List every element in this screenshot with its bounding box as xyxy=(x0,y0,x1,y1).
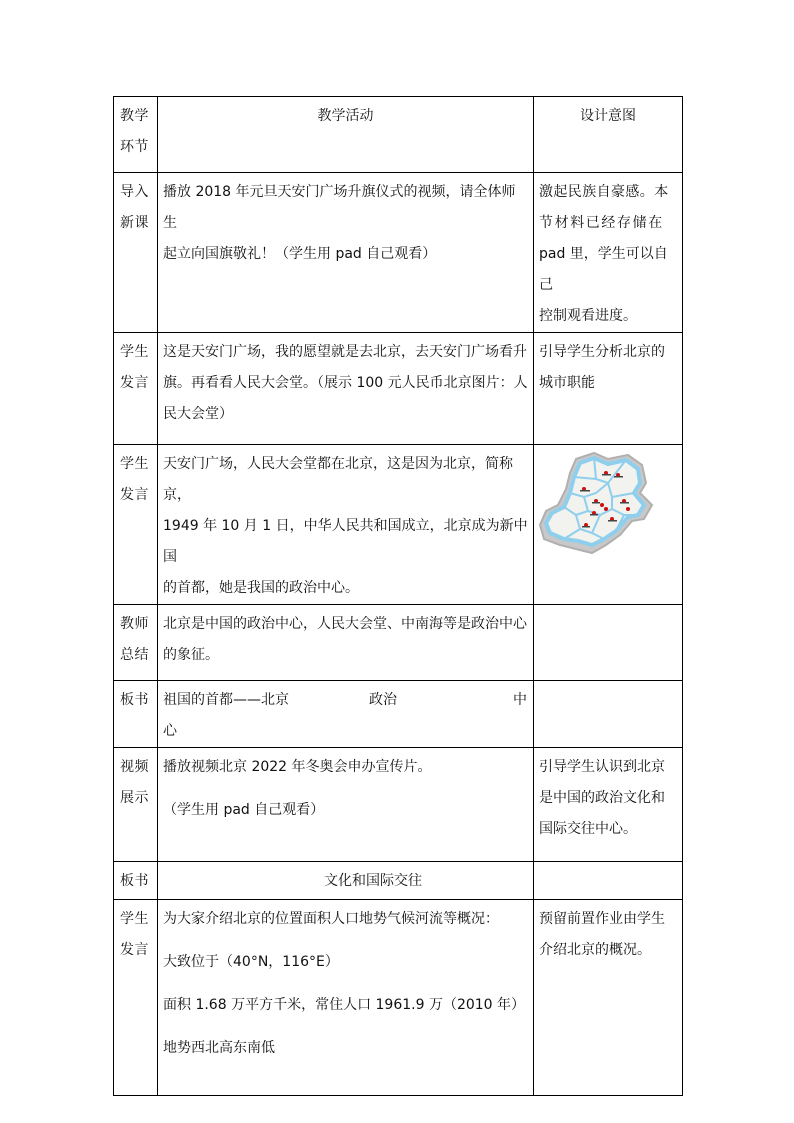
board-text-part3: 中心 xyxy=(163,692,527,739)
lesson-plan-table xyxy=(113,96,683,1096)
table-header-row xyxy=(114,97,683,173)
intent-image-cell xyxy=(534,445,683,605)
table-row xyxy=(114,333,683,445)
header-stage-cell: 教学 环节 xyxy=(114,97,158,173)
table-row xyxy=(114,605,683,681)
stage-cell: 板书 xyxy=(114,681,158,748)
board-cell: 文化和国际交往 xyxy=(158,862,534,900)
header-activity-cell: 教学活动 xyxy=(158,97,534,173)
stage-cell: 导入 新课 xyxy=(114,173,158,333)
activity-cell: 北京是中国的政治中心，人民大会堂、中南海等是政治中心 的象征。 xyxy=(158,605,534,681)
stage-cell: 视频 展示 xyxy=(114,748,158,862)
stage-cell: 教师 总结 xyxy=(114,605,158,681)
board-text-part1: 祖国的首都——北京 xyxy=(163,692,289,708)
table-row xyxy=(114,681,683,748)
table-row xyxy=(114,748,683,862)
intent-cell: 预留前置作业由学生 介绍北京的概况。 xyxy=(534,900,683,1096)
activity-cell: 播放视频北京 2022 年冬奥会申办宣传片。 （学生用 pad 自己观看） xyxy=(158,748,534,862)
stage-cell: 学生 发言 xyxy=(114,900,158,1096)
board-cell xyxy=(158,681,534,748)
beijing-district-map xyxy=(536,449,660,561)
stage-cell: 学生 发言 xyxy=(114,333,158,445)
stage-cell: 板书 xyxy=(114,862,158,900)
intent-cell: 引导学生认识到北京 是中国的政治文化和 国际交往中心。 xyxy=(534,748,683,862)
board-text-part2: 政治 xyxy=(369,692,397,708)
intent-cell: 引导学生分析北京的 城市职能 xyxy=(534,333,683,445)
header-intent-cell: 设计意图 xyxy=(534,97,683,173)
activity-cell: 这是天安门广场，我的愿望就是去北京，去天安门广场看升 旗。再看看人民大会堂。（展示 100 元人民币北京图片：人 民大会堂） xyxy=(158,333,534,445)
stage-cell: 学生 发言 xyxy=(114,445,158,605)
activity-cell: 播放 2018 年元旦天安门广场升旗仪式的视频，请全体师生 起立向国旗敬礼！（学生用 pad 自己观看） xyxy=(158,173,534,333)
intent-cell xyxy=(534,862,683,900)
intent-cell: 激起民族自豪感。本 节材料已经存储在 pad 里，学生可以自己 控制观看进度。 xyxy=(534,173,683,333)
table-row xyxy=(114,173,683,333)
activity-cell: 天安门广场，人民大会堂都在北京，这是因为北京，简称京， 1949 年 10 月 1 日，中华人民共和国成立，北京成为新中国 的首都，她是我国的政治中心。 xyxy=(158,445,534,605)
intent-cell xyxy=(534,681,683,748)
activity-cell: 为大家介绍北京的位置面积人口地势气候河流等概况： 大致位于（40°N，116°E） 面积 1.68 万平方千米，常住人口 1961.9 万（2010 年） 地势西北高东南低 xyxy=(158,900,534,1096)
intent-cell xyxy=(534,605,683,681)
table-row xyxy=(114,445,683,605)
table-row xyxy=(114,900,683,1096)
table-row xyxy=(114,862,683,900)
